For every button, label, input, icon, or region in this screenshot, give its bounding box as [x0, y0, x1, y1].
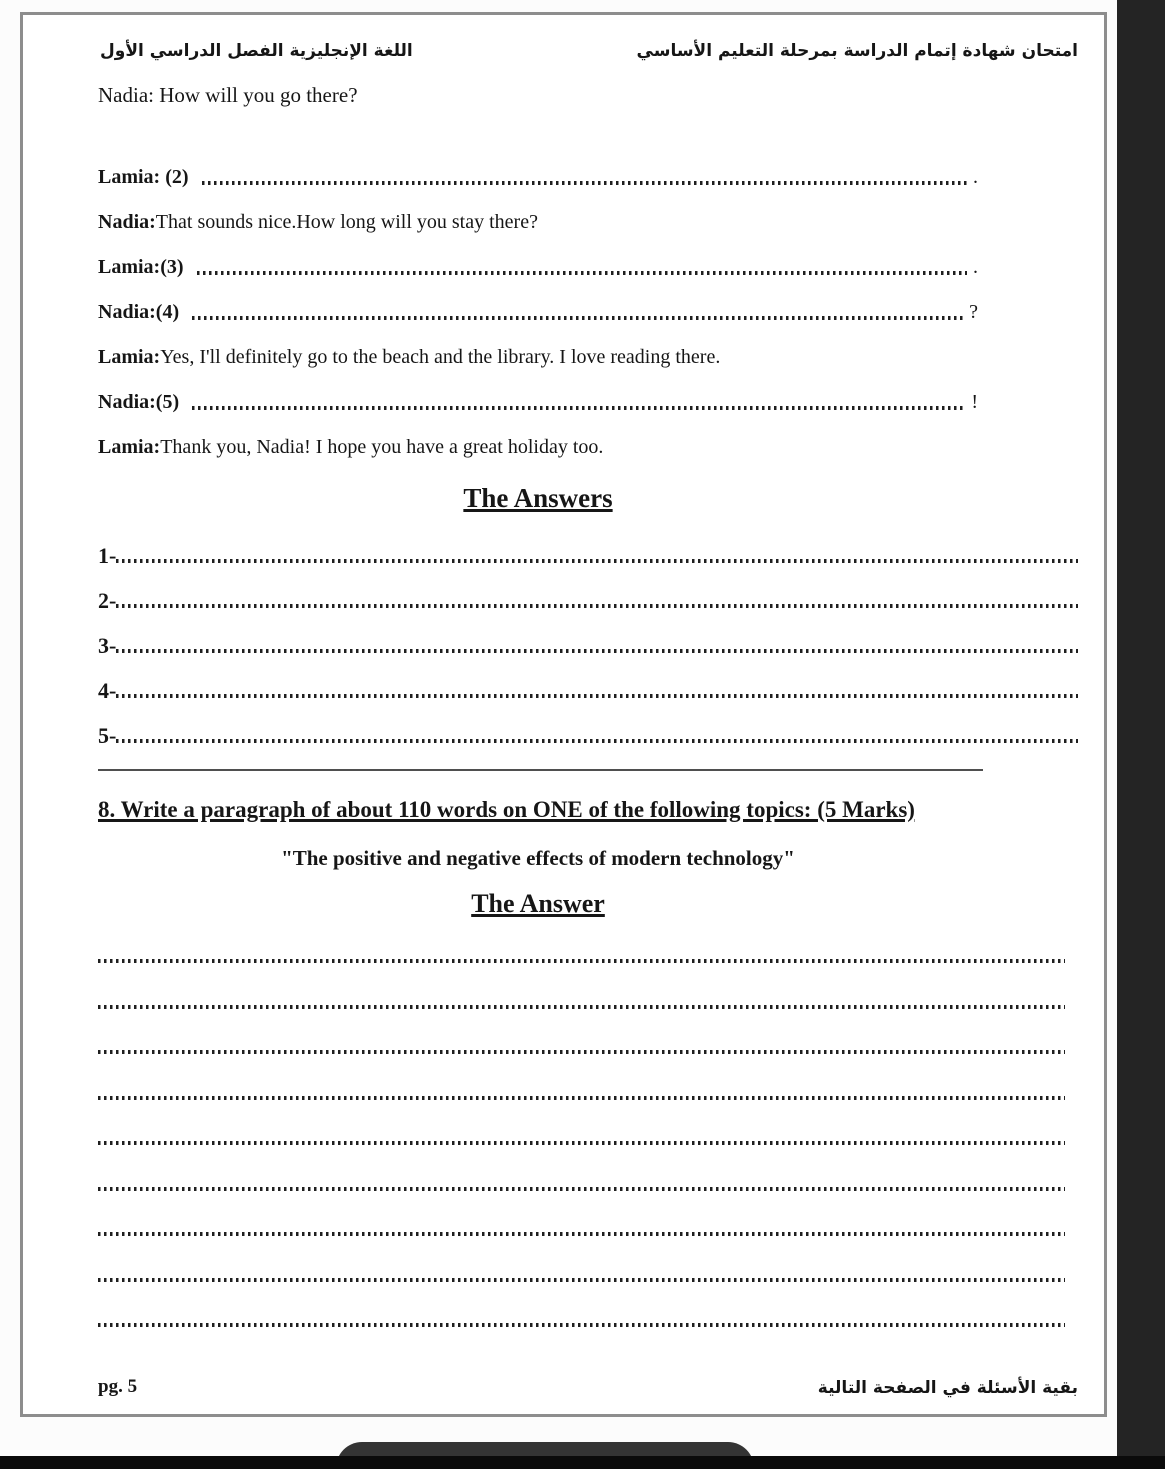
dialogue-text: That sounds nice.How long will you stay there?	[155, 211, 538, 233]
exam-page	[20, 12, 1107, 1417]
answer-blank-line	[98, 1278, 1065, 1282]
end-punctuation: ?	[969, 301, 978, 323]
answer-row	[98, 704, 1078, 749]
dialogue-line	[98, 390, 978, 414]
answer-blank-line	[98, 959, 1065, 963]
end-punctuation: .	[973, 166, 978, 188]
answer-blank-line	[98, 1187, 1065, 1191]
answers-section-title: The Answers	[463, 483, 613, 513]
speaker-label: Nadia:(5)	[98, 391, 185, 413]
speaker-label: Nadia:(4)	[98, 301, 185, 323]
answer-blank-line	[192, 406, 965, 410]
dialogue-line	[98, 300, 978, 324]
answer-blank-line	[192, 316, 963, 320]
speaker-label: Nadia:	[98, 211, 156, 233]
dialogue-line	[98, 255, 978, 279]
end-punctuation: .	[973, 256, 978, 278]
page-header	[98, 41, 1078, 61]
answer-blank-line	[202, 181, 967, 185]
dialogue-text: Thank you, Nadia! I hope you have a great holiday too.	[160, 436, 604, 458]
answer-blank-line	[116, 739, 1078, 743]
dialogue-intro-line: Nadia: How will you go there?	[98, 83, 358, 107]
answer-blank-line	[98, 1232, 1065, 1236]
writing-answer-lines	[98, 959, 1078, 1327]
speaker-label: Lamia:	[98, 346, 161, 368]
answers-list	[98, 524, 1078, 749]
exam-title-arabic: امتحان شهادة إتمام الدراسة بمرحلة التعليم الأساسي	[636, 41, 1078, 61]
page-number: pg. 5	[98, 1376, 138, 1397]
dialogue-line	[98, 210, 978, 234]
answer-blank-line	[116, 694, 1078, 698]
end-punctuation: !	[971, 391, 978, 413]
answer-row	[98, 569, 1078, 614]
answer-number: 2-	[98, 588, 117, 613]
answer-blank-line	[98, 1141, 1065, 1145]
next-page-note-arabic: بقية الأسئلة في الصفحة التالية	[817, 1378, 1078, 1398]
speaker-label: Lamia:(3)	[98, 256, 189, 278]
answer-blank-line	[197, 271, 967, 275]
answer-row	[98, 524, 1078, 569]
answer-row	[98, 614, 1078, 659]
answer-row	[98, 659, 1078, 704]
answer-blank-line	[98, 1096, 1065, 1100]
subject-title-arabic: اللغة الإنجليزية الفصل الدراسي الأول	[100, 41, 413, 61]
answer-blank-line	[98, 1005, 1065, 1009]
section-divider	[98, 769, 983, 771]
bottom-black-bar	[0, 1456, 1165, 1469]
dialogue-line	[98, 435, 978, 459]
answer-blank-line	[98, 1323, 1065, 1327]
speaker-label: Lamia: (2)	[98, 166, 194, 188]
answer-number: 1-	[98, 543, 117, 568]
answer-blank-line	[116, 604, 1078, 608]
writing-answer-title: The Answer	[471, 889, 605, 918]
page-footer	[98, 1376, 1078, 1398]
dialogue-text: Yes, I'll definitely go to the beach and the library. I love reading there.	[160, 346, 721, 368]
screen-edge-dark-strip	[1117, 0, 1165, 1469]
answer-blank-line	[98, 1050, 1065, 1054]
answer-blank-line	[116, 559, 1078, 563]
speaker-label: Lamia:	[98, 436, 161, 458]
dialogue-line	[98, 345, 978, 369]
writing-topic: "The positive and negative effects of modern technology"	[281, 846, 795, 870]
answer-blank-line	[116, 649, 1078, 653]
dialogue-line	[98, 165, 978, 189]
answer-number: 5-	[98, 723, 117, 748]
answer-number: 4-	[98, 678, 117, 703]
answer-number: 3-	[98, 633, 117, 658]
writing-section-heading: 8. Write a paragraph of about 110 words on ONE of the following topics: (5 Marks)	[98, 797, 915, 822]
